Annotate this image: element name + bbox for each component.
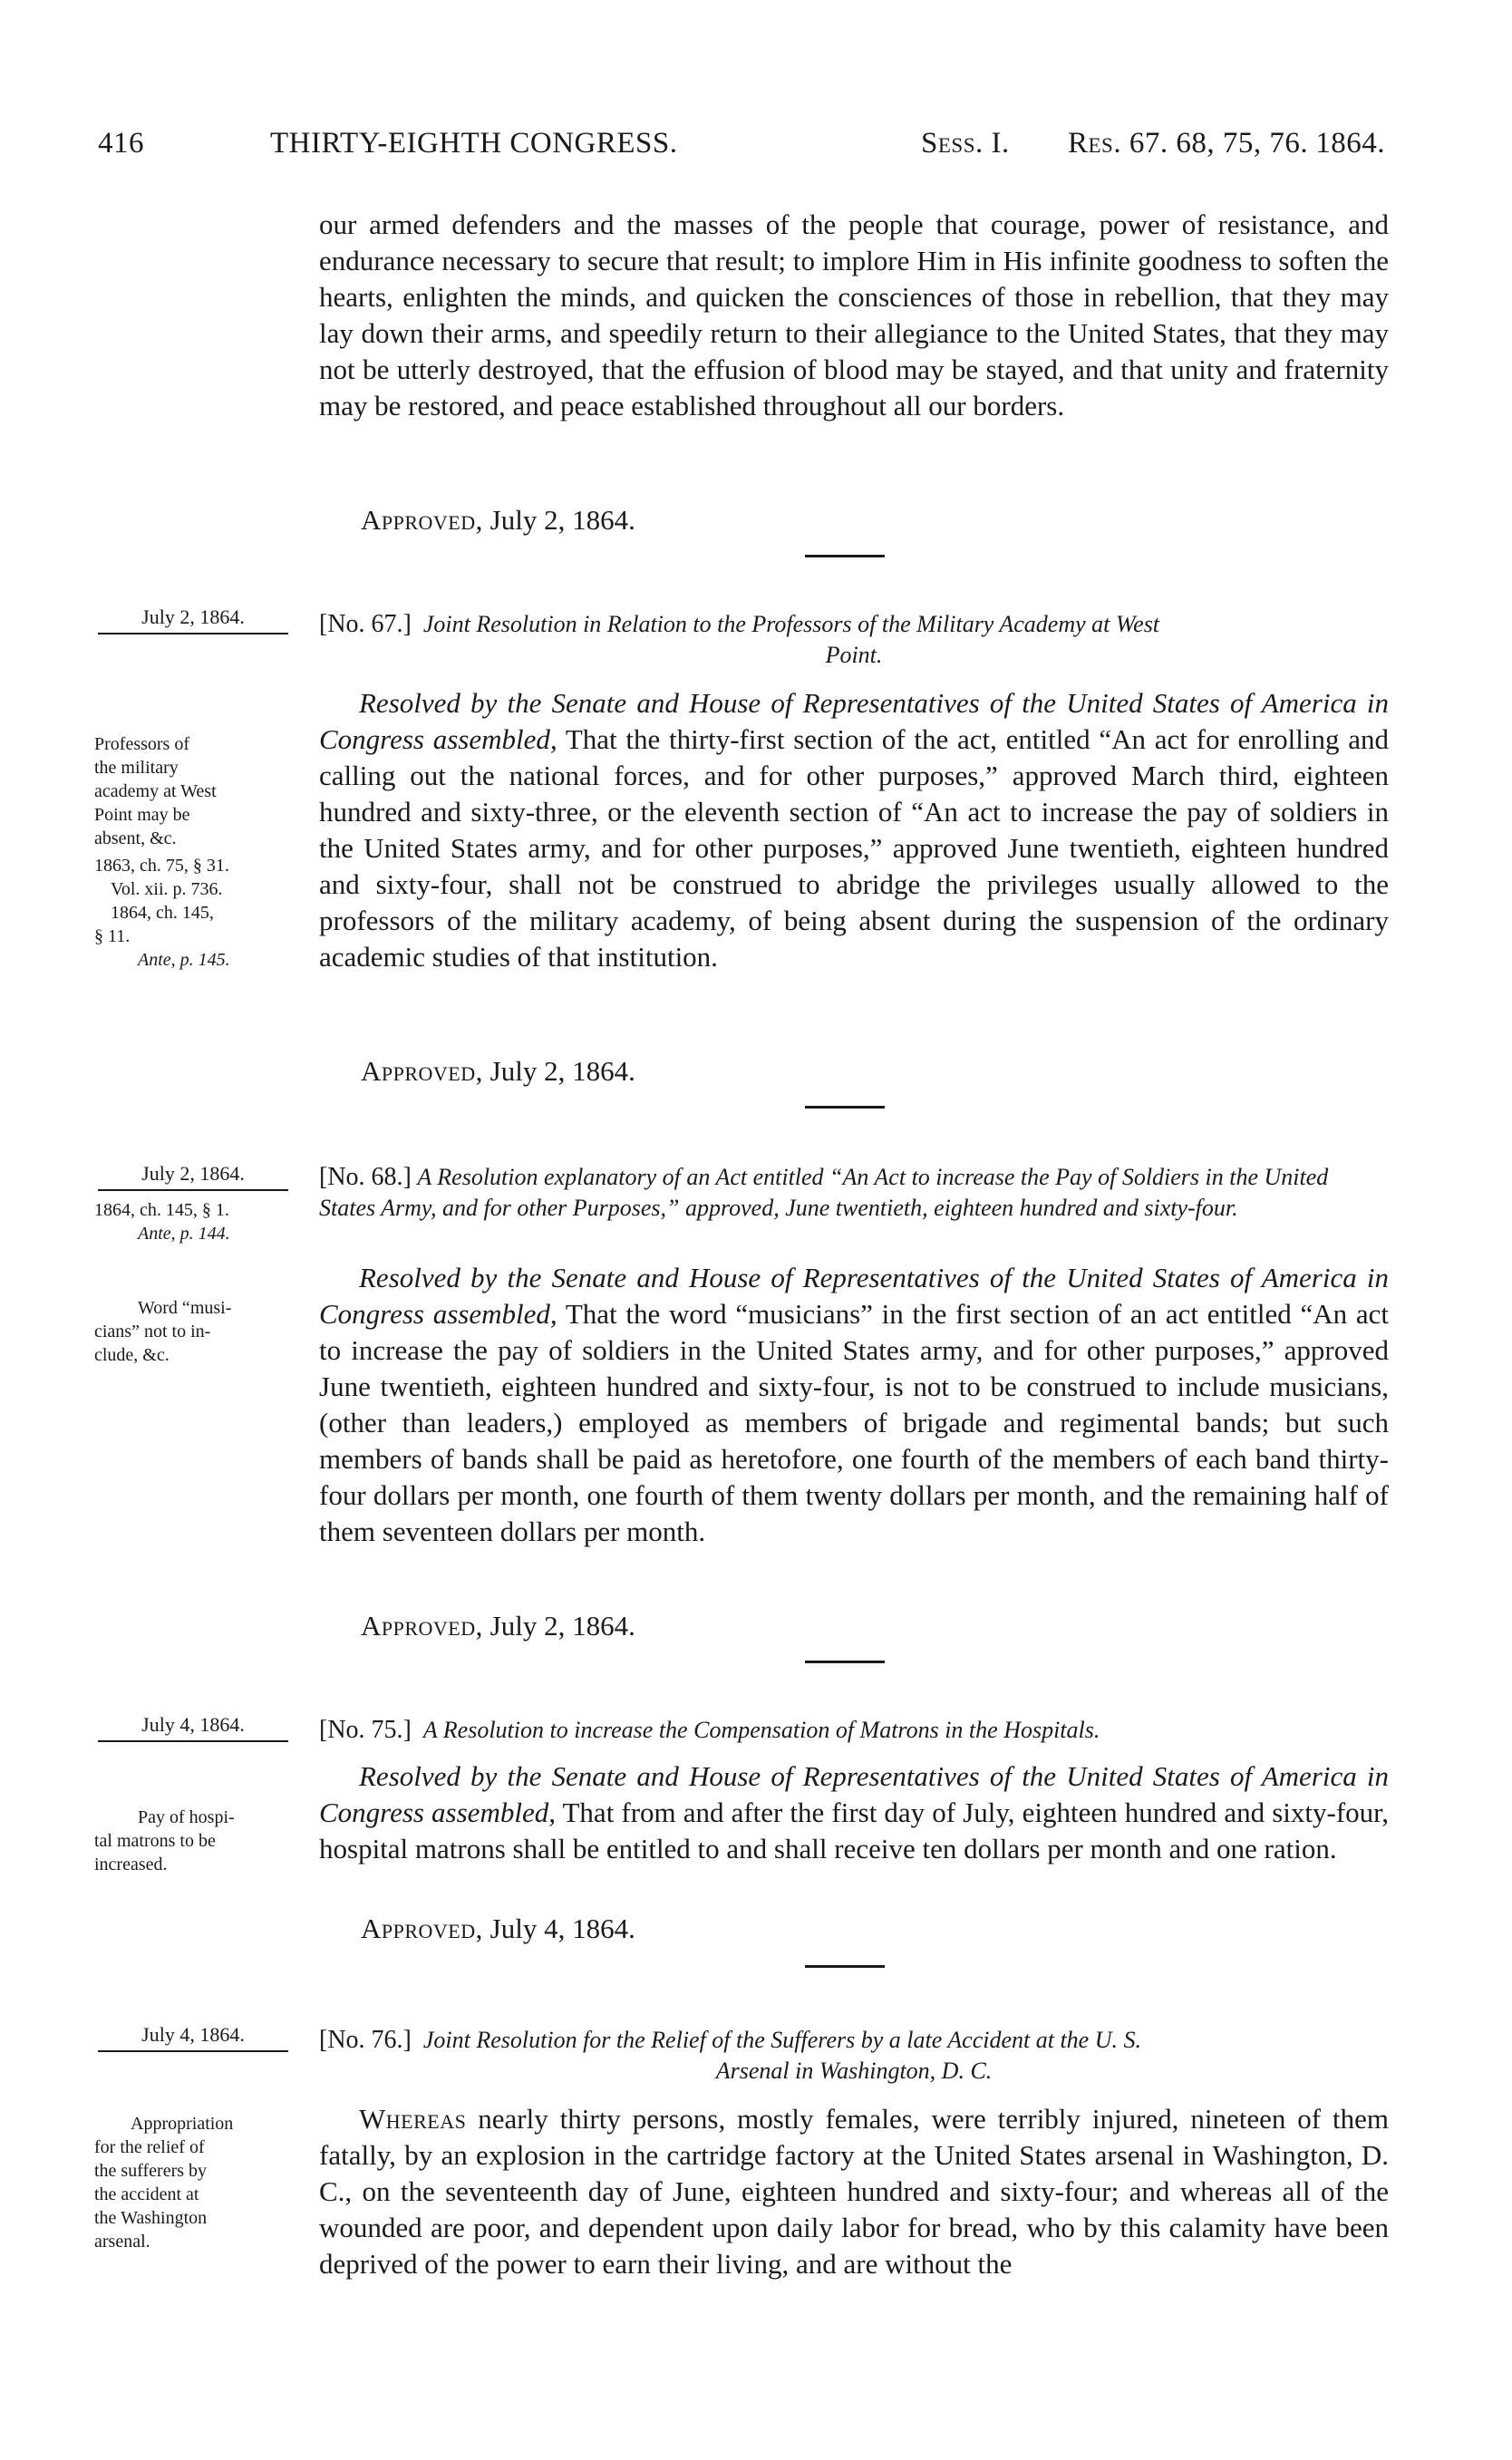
continuation-paragraph: our armed defenders and the masses of the people that courage, power of resistance, and endurance necessary to secure that result; to implore Him in His infinite goodness to soften the hearts, enlighten the minds, and quicken the consciences of those in rebellion, that they may lay down their arms, and speedily return to their allegiance to the United States, that they may not be utterly destroyed, that the effusion of blood may be stayed, and that unity and fraternity may be restored, and peace established throughout all our borders.	[319, 208, 1389, 421]
resolution-paragraph: Resolved by the Senate and House of Representatives of the United States of America in Congress assembled, That from and after the first day of July, eighteen hundred and sixty-four, hospital matrons shall be entitled to and shall receive ten dollars per month and one ration.	[319, 1760, 1389, 1864]
resolution-title: Joint Resolution for the Relief of the Sufferers by a late Accident at the U. S.	[422, 2027, 1141, 2053]
header-title: THIRTY-EIGHTH CONGRESS.	[270, 127, 678, 160]
margin-note: Pay of hospi- tal matrons to be increased.	[94, 1807, 235, 1874]
page-number: 416	[98, 127, 144, 160]
margin-note: Professors of the military academy at West Point may be absent, &c. 1863, ch. 75, § 31. Vol. xii. p. 736. 1864, ch. 145, § 11. Ante, p. 145.	[94, 734, 230, 970]
resolution-number: [No. 68.]	[319, 1163, 412, 1191]
resolution-title: Joint Resolution in Relation to the Professors of the Military Academy at West	[422, 611, 1160, 637]
resolution-paragraph: Resolved by the Senate and House of Representatives of the United States of America in Congress assembled, That the thirty-first section of the act, entitled “An act for enrolling and calling out the national forces, and for other purposes,” approved March third, eighteen hundred and sixty-three, or the eleventh section of “An act to increase the pay of soldiers in the United States army, and for other purposes,” approved June twentieth, eighteen hundred and sixty-four, shall not be construed to abridge the privileges usually allowed to the professors of the military academy, of being absent during the suspension of the ordinary academic studies of that institution.	[319, 687, 1389, 973]
section-divider	[805, 1106, 885, 1109]
resolution-heading	[319, 1162, 1389, 1224]
section-divider	[805, 1661, 885, 1663]
side-date: July 2, 1864.	[98, 605, 297, 634]
approval-line: Approved, July 2, 1864.	[361, 1055, 635, 1087]
resolution-number: [No. 75.]	[319, 1716, 412, 1744]
side-date: July 4, 1864.	[98, 1713, 297, 1742]
margin-note: Word “musi- cians” not to in- clude, &c.	[94, 1298, 232, 1365]
side-date: July 4, 1864.	[98, 2023, 297, 2052]
resolution-text	[319, 1758, 1389, 1867]
header-year: 1864.	[1315, 127, 1385, 160]
resolution-number: [No. 67.]	[319, 610, 412, 638]
approval-line: Approved, July 4, 1864.	[361, 1913, 635, 1944]
running-header	[98, 127, 1385, 172]
resolution-text	[319, 2101, 1389, 2282]
resolution-heading	[319, 1715, 1389, 1746]
resolution-text	[319, 1260, 1389, 1550]
resolution-title: A Resolution to increase the Compensation of Matrons in the Hospitals.	[422, 1717, 1100, 1743]
side-date: July 2, 1864.	[98, 1162, 297, 1191]
resolution-heading: [No. 67.] Joint Resolution in Relation to the Professors of the Military Academy at West Point.	[319, 610, 1160, 668]
header-session: Sess. I.	[921, 127, 1010, 160]
approval-line: Approved, July 2, 1864.	[361, 504, 635, 536]
continuation-text	[319, 207, 1389, 424]
margin-note-citation: 1864, ch. 145, § 1. Ante, p. 144.	[94, 1200, 230, 1244]
approval-line: Approved, July 2, 1864.	[361, 1610, 635, 1642]
resolution-paragraph: Whereas nearly thirty persons, mostly females, were terribly injured, nineteen of them fatally, by an explosion in the cartridge factory at the United States arsenal in Washington, D. C., on the seventeenth day of June, eighteen hundred and sixty-four; and whereas all of the wounded are poor, and dependent upon daily labor for bread, who by this calamity have been deprived of the power to earn their living, and are without the	[319, 2103, 1390, 2280]
margin-note: Appropriation for the relief of the sufferers by the accident at the Washington arsenal.	[94, 2114, 234, 2252]
resolution-title: A Resolution explanatory of an Act entitled “An Act to increase the Pay of Soldiers in the United States Army, and for other Purposes,” approved, June twentieth, eighteen hundred and sixty-four.	[319, 1164, 1329, 1221]
resolution-heading: [No. 76.] Joint Resolution for the Relief of the Sufferers by a late Accident at the U. S. Arsenal in Washington, D. C.	[319, 2026, 1141, 2084]
header-resolutions: Res. 67. 68, 75, 76.	[1068, 127, 1309, 160]
section-divider	[805, 555, 885, 557]
section-divider	[805, 1965, 885, 1968]
resolution-text	[319, 685, 1389, 975]
resolution-number: [No. 76.]	[319, 2026, 412, 2054]
resolution-paragraph: Resolved by the Senate and House of Representatives of the United States of America in Congress assembled, That the word “musicians” in the first section of an act entitled “An act to increase the pay of soldiers in the United States army, and for other purposes,” approved June twentieth, eighteen hundred and sixty-four, is not to be construed to include musicians, (other than leaders,) employed as members of brigade and regimental bands; but such members of bands shall be paid as heretofore, one fourth of the members of each band thirty-four dollars per month, one fourth of them twenty dollars per month, and the remaining half of them seventeen dollars per month.	[319, 1262, 1389, 1547]
